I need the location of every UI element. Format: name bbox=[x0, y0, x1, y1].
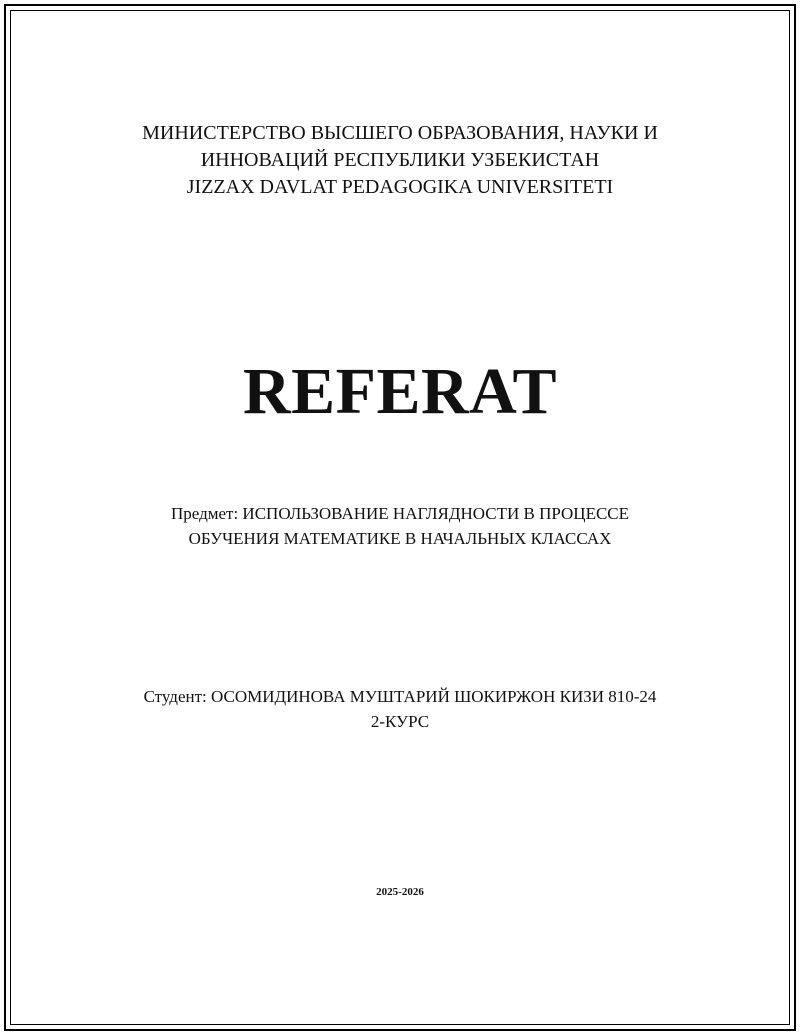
student-line-1: Студент: ОСОМИДИНОВА МУШТАРИЙ ШОКИРЖОН КИЗИ 810-24 bbox=[143, 687, 657, 706]
document-title: REFERAT bbox=[243, 355, 557, 428]
student-block bbox=[0, 684, 800, 734]
academic-year: 2025-2026 bbox=[376, 886, 424, 898]
institution-line-2: ИННОВАЦИЙ РЕСПУБЛИКИ УЗБЕКИСТАН bbox=[200, 149, 600, 171]
subject-block bbox=[0, 501, 800, 551]
subject-line-2: ОБУЧЕНИЯ МАТЕМАТИКЕ В НАЧАЛЬНЫХ КЛАССАХ bbox=[188, 529, 612, 548]
subject-line-1: Предмет: ИСПОЛЬЗОВАНИЕ НАГЛЯДНОСТИ В ПРОЦЕССЕ bbox=[170, 504, 630, 523]
institution-header bbox=[0, 120, 800, 201]
student-line-2: 2-КУРС bbox=[370, 712, 430, 731]
institution-line-3: JIZZAX DAVLAT PEDAGOGIKA UNIVERSITETI bbox=[186, 176, 614, 198]
institution-line-1: МИНИСТЕРСТВО ВЫСШЕГО ОБРАЗОВАНИЯ, НАУКИ И bbox=[142, 122, 658, 144]
